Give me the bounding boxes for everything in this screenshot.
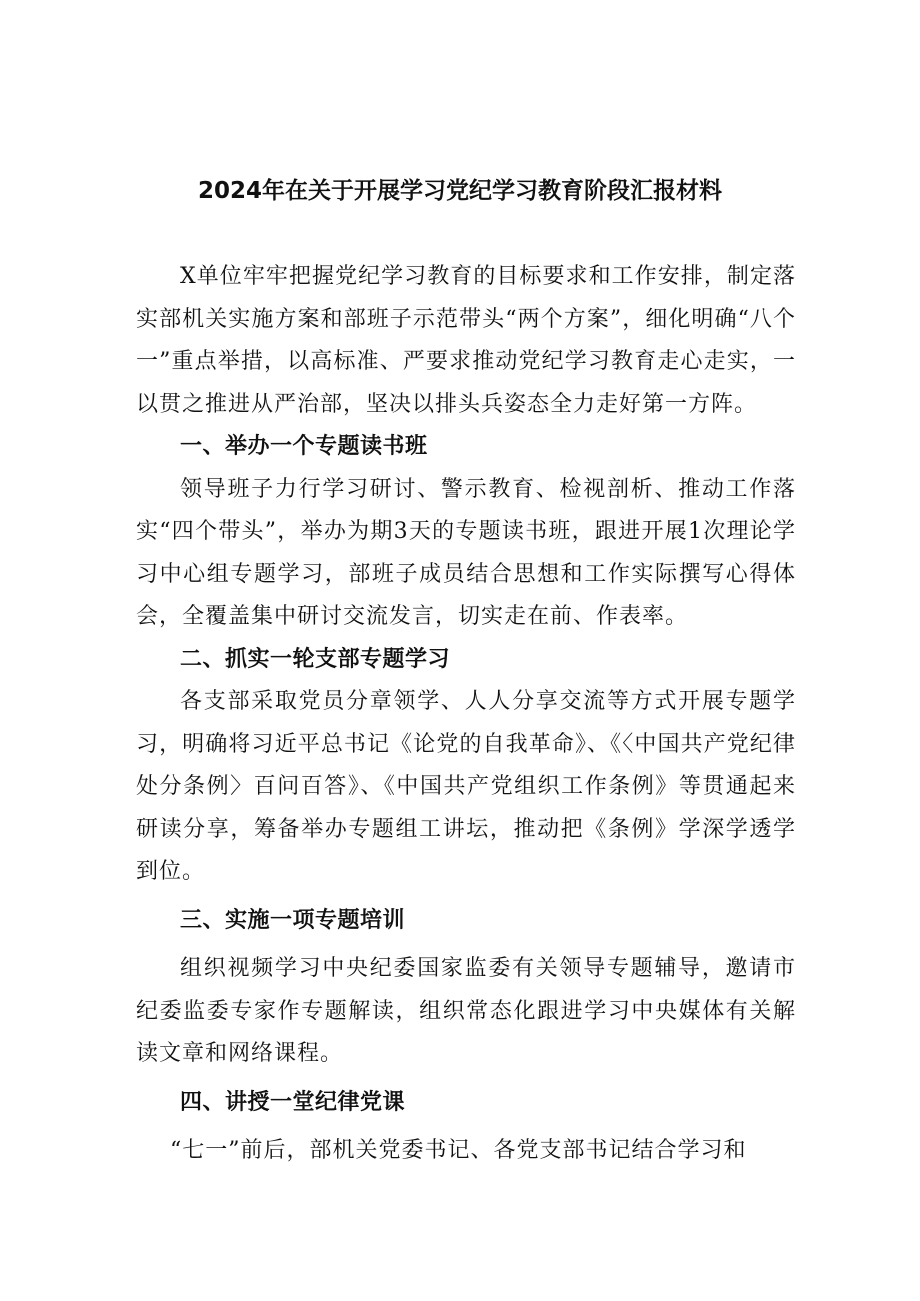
document-title: 2024年在关于开展学习党纪学习教育阶段汇报材料 [197,178,722,204]
intro-paragraph: X单位牢牢把握党纪学习教育的目标要求和工作安排，制定落实部机关实施方案和部班子示范带头“两个方案”，细化明确“八个一”重点举措，以高标准、严要求推动党纪学习教育走心走实，一以贯之推进从严治部，坚决以排头兵姿态全力走好第一方阵。 [136,264,796,417]
section-paragraph-2: 各支部采取党员分章领学、人人分享交流等方式开展专题学习，明确将习近平总书记《论党的自我革命》、《〈中国共产党纪律处分条例〉百问百答》、《中国共产党组织工作条例》等贯通起来研读分享，筹备举办专题组工讲坛，推动把《条例》学深学透学到位。 [136,689,796,884]
section-heading-1: 一、举办一个专题读书班 [180,434,428,459]
section-heading-4: 四、讲授一堂纪律党课 [180,1089,406,1115]
section-paragraph-3: 组织视频学习中央纪委国家监委有关领导专题辅导，邀请市纪委监委专家作专题解读，组织常态化跟进学习中央媒体有关解读文章和网络课程。 [136,956,796,1066]
document-body [136,256,796,1173]
section-heading-3: 三、实施一项专题培训 [180,907,406,933]
section-paragraph-4: “七一”前后，部机关党委书记、各党支部书记结合学习和 [170,1138,747,1163]
section-heading-2: 二、抓实一轮支部专题学习 [180,646,451,672]
section-paragraph-1: 领导班子力行学习研讨、警示教育、检视剖析、推动工作落实“四个带头”，举办为期3天的专题读书班，跟进开展1次理论学习中心组专题学习，部班子成员结合思想和工作实际撰写心得体会，全覆盖集中研讨交流发言，切实走在前、作表率。 [136,476,796,629]
